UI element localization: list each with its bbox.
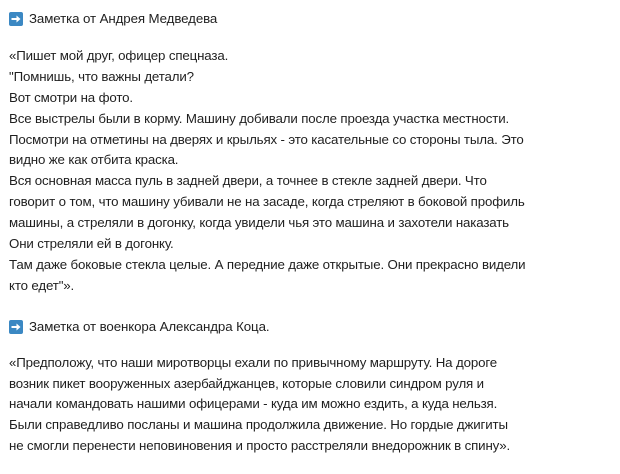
text-line: «Пишет мой друг, офицер спецназа. [9, 48, 229, 63]
post-content [0, 9, 620, 474]
text-line: не смогли перенести неповиновения и просто расстреляли внедорожник в спину». [9, 438, 511, 454]
note-heading-text: Заметка от военкора Александра Коца. [29, 318, 270, 334]
text-line: Посмотри на отметины на дверях и крыльях - это касательные со стороны тыла. Это [9, 131, 524, 147]
text-line: возник пикет вооруженных азербайджанцев, которые словили синдром руля и [9, 375, 484, 391]
text-line: говорит о том, что машину убивали не на засаде, когда стреляют в боковой профиль [9, 194, 525, 210]
text-line: машины, а стреляли в догонку, когда увидели чья это машина и захотели наказать [9, 215, 509, 231]
text-line: Там даже боковые стекла целые. А передние даже открытые. Они прекрасно видели [9, 256, 526, 272]
text-line: "Помнишь, что важны детали? [9, 68, 194, 84]
text-line: Были справедливо посланы и машина продолжила движение. Но гордые джигиты [9, 417, 508, 433]
text-line: кто едет"». [9, 277, 75, 293]
text-line: Вся основная масса пуль в задней двери, а точнее в стекле задней двери. Что [9, 173, 487, 189]
text-line: начали командовать нашими офицерами - куда им можно ездить, а куда нельзя. [9, 396, 498, 412]
text-line: видно же как отбита краска. [9, 152, 179, 168]
note-body-kots [9, 353, 620, 457]
text-line: «Предположу, что наши миротворцы ехали по привычному маршруту. На дороге [9, 354, 497, 370]
text-line: Все выстрелы были в корму. Машину добивали после проезда участка местности. [9, 110, 510, 126]
note-heading-medvedev [9, 9, 620, 29]
note-heading-text: Заметка от Андрея Медведева [29, 11, 218, 26]
note-heading-kots [9, 317, 620, 337]
right-arrow-icon [9, 12, 23, 26]
text-line: Вот смотри на фото. [9, 89, 133, 105]
note-body-medvedev [9, 46, 620, 297]
text-line: Они стреляли ей в догонку. [9, 236, 174, 252]
right-arrow-icon [9, 320, 23, 334]
